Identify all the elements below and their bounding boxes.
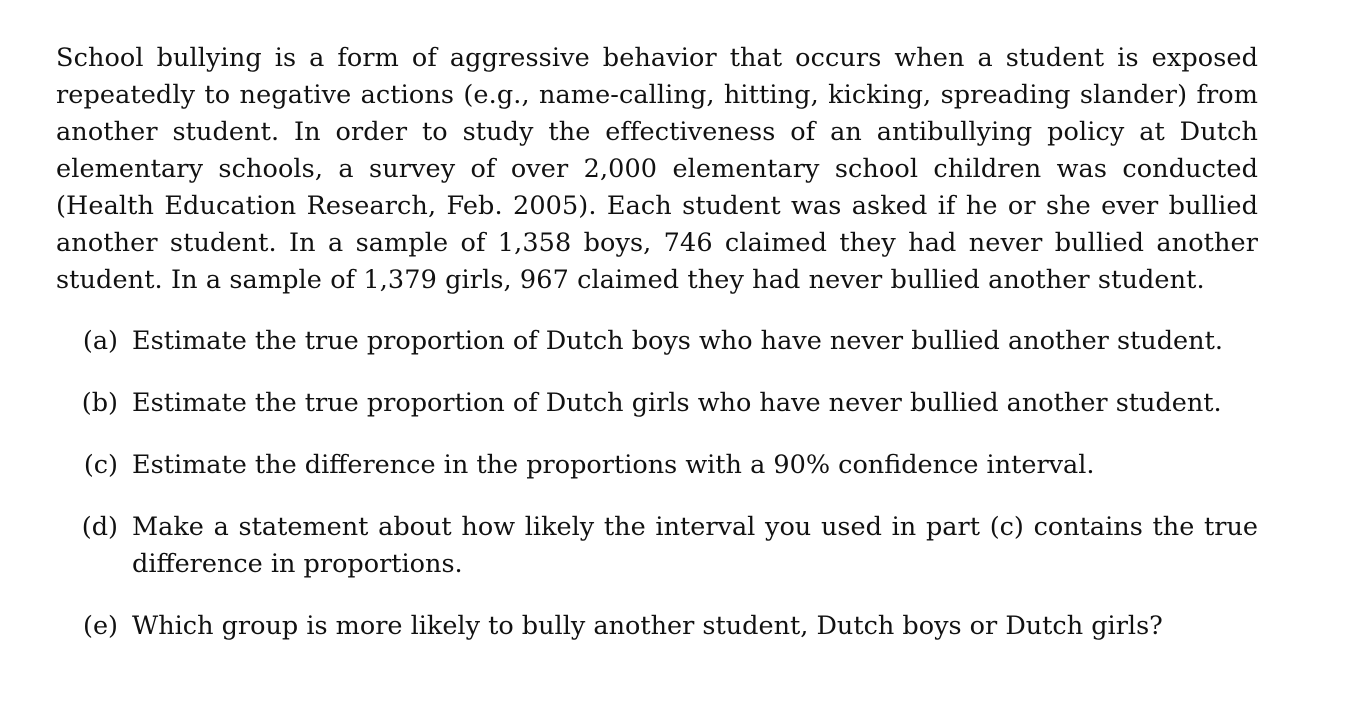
question-label: (c) <box>83 450 118 480</box>
question-label: (b) <box>81 388 118 418</box>
question-text: Estimate the true proportion of Dutch boys who have never bullied another student. <box>132 326 1223 356</box>
problem-document <box>56 40 1258 670</box>
question-list <box>56 323 1258 645</box>
question-a <box>56 323 1258 360</box>
question-d <box>56 509 1258 583</box>
question-c <box>56 447 1258 484</box>
question-label: (d) <box>81 512 118 542</box>
question-label: (a) <box>82 326 118 356</box>
question-text: Which group is more likely to bully another student, Dutch boys or Dutch girls? <box>132 611 1163 641</box>
question-text: Estimate the true proportion of Dutch girls who have never bullied another student. <box>132 388 1222 418</box>
question-e <box>56 608 1258 645</box>
question-text: Make a statement about how likely the interval you used in part (c) contains the true difference in proportions. <box>132 512 1258 579</box>
question-text: Estimate the difference in the proportions with a 90% confidence interval. <box>132 450 1095 480</box>
question-b <box>56 385 1258 422</box>
problem-intro-paragraph: School bullying is a form of aggressive behavior that occurs when a student is exposed repeatedly to negative actions (e.g., name-calling, hitting, kicking, spreading slander) from another student. In order to study the effectiveness of an antibullying policy at Dutch elementary schools, a survey of over 2,000 elementary school children was conducted (Health Education Research, Feb. 2005). Each student was asked if he or she ever bullied another student. In a sample of 1,358 boys, 746 claimed they had never bullied another student. In a sample of 1,379 girls, 967 claimed they had never bullied another student. <box>56 43 1258 295</box>
question-label: (e) <box>83 611 118 641</box>
